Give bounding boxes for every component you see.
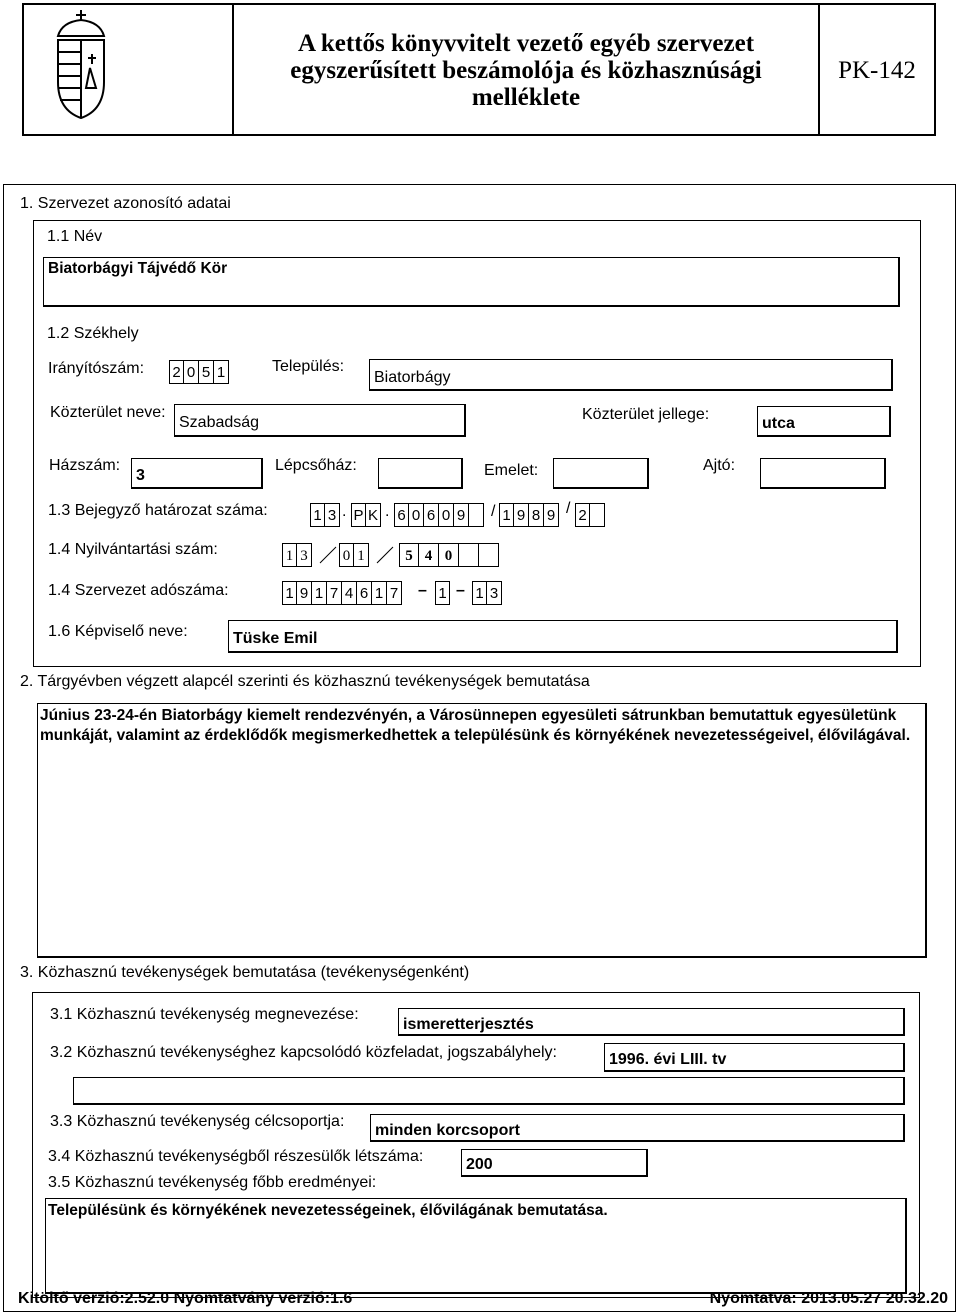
page-title — [236, 30, 816, 111]
section2-title: 2. Tárgyévben végzett alapcél szerinti és közhasznú tevékenységek bemutatása — [20, 673, 590, 690]
registration-number-label: 1.4 Nyilvántartási szám: — [48, 541, 218, 558]
slash-separator-icon — [318, 541, 338, 569]
representative-label: 1.6 Képviselő neve: — [48, 623, 188, 640]
house-number-field[interactable]: 3 — [131, 458, 263, 489]
public-task-law-label: 3.2 Közhasznú tevékenységhez kapcsolódó közfeladat, jogszabályhely: — [50, 1044, 557, 1061]
court-decision-label: 1.3 Bejegyző határozat száma: — [48, 502, 268, 519]
slash-separator-icon — [375, 541, 395, 569]
footer-print-date: Nyomtatva: 2013.05.27 20.32.20 — [709, 1290, 948, 1307]
digit: 9 — [297, 581, 312, 605]
digit — [469, 503, 484, 527]
form-code: PK-142 — [838, 57, 916, 84]
dot-separator: . — [385, 503, 390, 520]
slash-separator: / — [491, 503, 496, 520]
street-type-label: Közterület jellege: — [582, 406, 710, 423]
tax-number-part3[interactable] — [472, 581, 502, 605]
court-number-suffix[interactable] — [575, 503, 605, 527]
digit: 0 — [339, 543, 354, 567]
slash-separator: / — [566, 500, 571, 517]
digit: 1 — [214, 360, 229, 384]
digit: 0 — [184, 360, 199, 384]
name-label: 1.1 Név — [47, 228, 103, 245]
digit: 7 — [387, 581, 402, 605]
digit: 6 — [424, 503, 439, 527]
digit: 2 — [575, 503, 590, 527]
city-field[interactable]: Biatorbágy — [369, 359, 893, 391]
representative-field[interactable]: Tüske Emil — [228, 620, 898, 653]
digit: 0 — [439, 543, 459, 567]
court-number-part1[interactable] — [310, 503, 340, 527]
tax-number-label: 1.4 Szervezet adószáma: — [48, 582, 229, 599]
digit: 9 — [514, 503, 529, 527]
staircase-field[interactable] — [378, 458, 463, 489]
door-label: Ajtó: — [703, 457, 736, 474]
section3-title: 3. Közhasznú tevékenységek bemutatása (tevékenységenként) — [20, 964, 470, 981]
digit: 1 — [435, 581, 450, 605]
street-field[interactable]: Szabadság — [174, 404, 466, 437]
page-title-line2: egyszerűsített beszámolója és közhasznúsági melléklete — [290, 57, 762, 111]
target-group-label: 3.3 Közhasznú tevékenység célcsoportja: — [50, 1113, 345, 1130]
house-number-label: Házszám: — [49, 457, 121, 474]
registration-part2[interactable] — [339, 543, 369, 567]
main-results-label: 3.5 Közhasznú tevékenység főbb eredményei: — [48, 1174, 377, 1191]
beneficiaries-count-label: 3.4 Közhasznú tevékenységből részesülők létszáma: — [48, 1148, 424, 1165]
digit: 9 — [454, 503, 469, 527]
activities-textarea[interactable]: Június 23-24-én Biatorbágy kiemelt rendezvényén, a Városünnepen egyesületi sátrunkban bemutattuk egyesületünk munkáját, valamint az érdeklődők megismerkedhettek a településünk és környékének nevezetességeivel, élővilágával. — [37, 703, 927, 958]
digit: 9 — [544, 503, 559, 527]
door-field[interactable] — [760, 458, 886, 489]
section1-title: 1. Szervezet azonosító adatai — [20, 195, 231, 212]
page-title-line1: A kettős könyvvitelt vezető egyéb szervezet — [297, 30, 755, 57]
digit: P — [351, 503, 366, 527]
digit: 6 — [394, 503, 409, 527]
court-number-part2[interactable] — [351, 503, 381, 527]
activity-name-field[interactable]: ismeretterjesztés — [398, 1008, 905, 1036]
registration-part1[interactable] — [282, 543, 312, 567]
digit: 1 — [310, 503, 325, 527]
digit: 3 — [487, 581, 502, 605]
seat-label: 1.2 Székhely — [47, 325, 139, 342]
digit: 1 — [372, 581, 387, 605]
target-group-field[interactable]: minden korcsoport — [370, 1114, 905, 1142]
public-task-law-field[interactable]: 1996. évi LIII. tv — [604, 1043, 905, 1072]
digit: 0 — [409, 503, 424, 527]
zip-label: Irányítószám: — [48, 360, 145, 377]
staircase-label: Lépcsőház: — [275, 457, 357, 474]
digit: 5 — [399, 543, 419, 567]
public-task-law-field-2[interactable] — [73, 1077, 905, 1105]
beneficiaries-count-field[interactable]: 200 — [461, 1149, 648, 1177]
digit: 3 — [297, 543, 312, 567]
digit: 1 — [312, 581, 327, 605]
main-results-textarea[interactable]: Településünk és környékének nevezetességeinek, élővilágának bemutatása. — [45, 1198, 907, 1294]
dash-separator: – — [418, 582, 427, 599]
digit: 1 — [499, 503, 514, 527]
digit: 1 — [282, 581, 297, 605]
street-label: Közterület neve: — [50, 404, 166, 421]
digit: 0 — [439, 503, 454, 527]
court-number-year[interactable] — [499, 503, 559, 527]
digit: K — [366, 503, 381, 527]
footer-version: Kitöltő verzió:2.52.0 Nyomtatvány verzió:1.6 — [18, 1290, 353, 1307]
registration-part3[interactable] — [399, 543, 499, 567]
dash-separator: – — [456, 582, 465, 599]
digit: 3 — [325, 503, 340, 527]
digit: 8 — [529, 503, 544, 527]
digit: 5 — [199, 360, 214, 384]
name-field[interactable]: Biatorbágyi Tájvédő Kör — [43, 257, 900, 307]
digit: 4 — [419, 543, 439, 567]
digit: 2 — [169, 360, 184, 384]
digit: 1 — [472, 581, 487, 605]
hungarian-coat-of-arms-icon — [46, 6, 116, 130]
digit — [459, 543, 479, 567]
zip-code-digits[interactable] — [169, 360, 229, 384]
floor-field[interactable] — [553, 458, 649, 489]
floor-label: Emelet: — [484, 462, 539, 479]
city-label: Település: — [272, 358, 345, 375]
street-type-field[interactable]: utca — [757, 406, 891, 437]
dot-separator: . — [342, 503, 347, 520]
digit: 7 — [327, 581, 342, 605]
digit: 6 — [357, 581, 372, 605]
court-number-part3[interactable] — [394, 503, 484, 527]
digit — [479, 543, 499, 567]
tax-number-part2[interactable] — [435, 581, 450, 605]
digit: 4 — [342, 581, 357, 605]
digit: 1 — [282, 543, 297, 567]
tax-number-part1[interactable] — [282, 581, 402, 605]
digit: 1 — [354, 543, 369, 567]
digit — [590, 503, 605, 527]
activity-name-label: 3.1 Közhasznú tevékenység megnevezése: — [50, 1006, 359, 1023]
